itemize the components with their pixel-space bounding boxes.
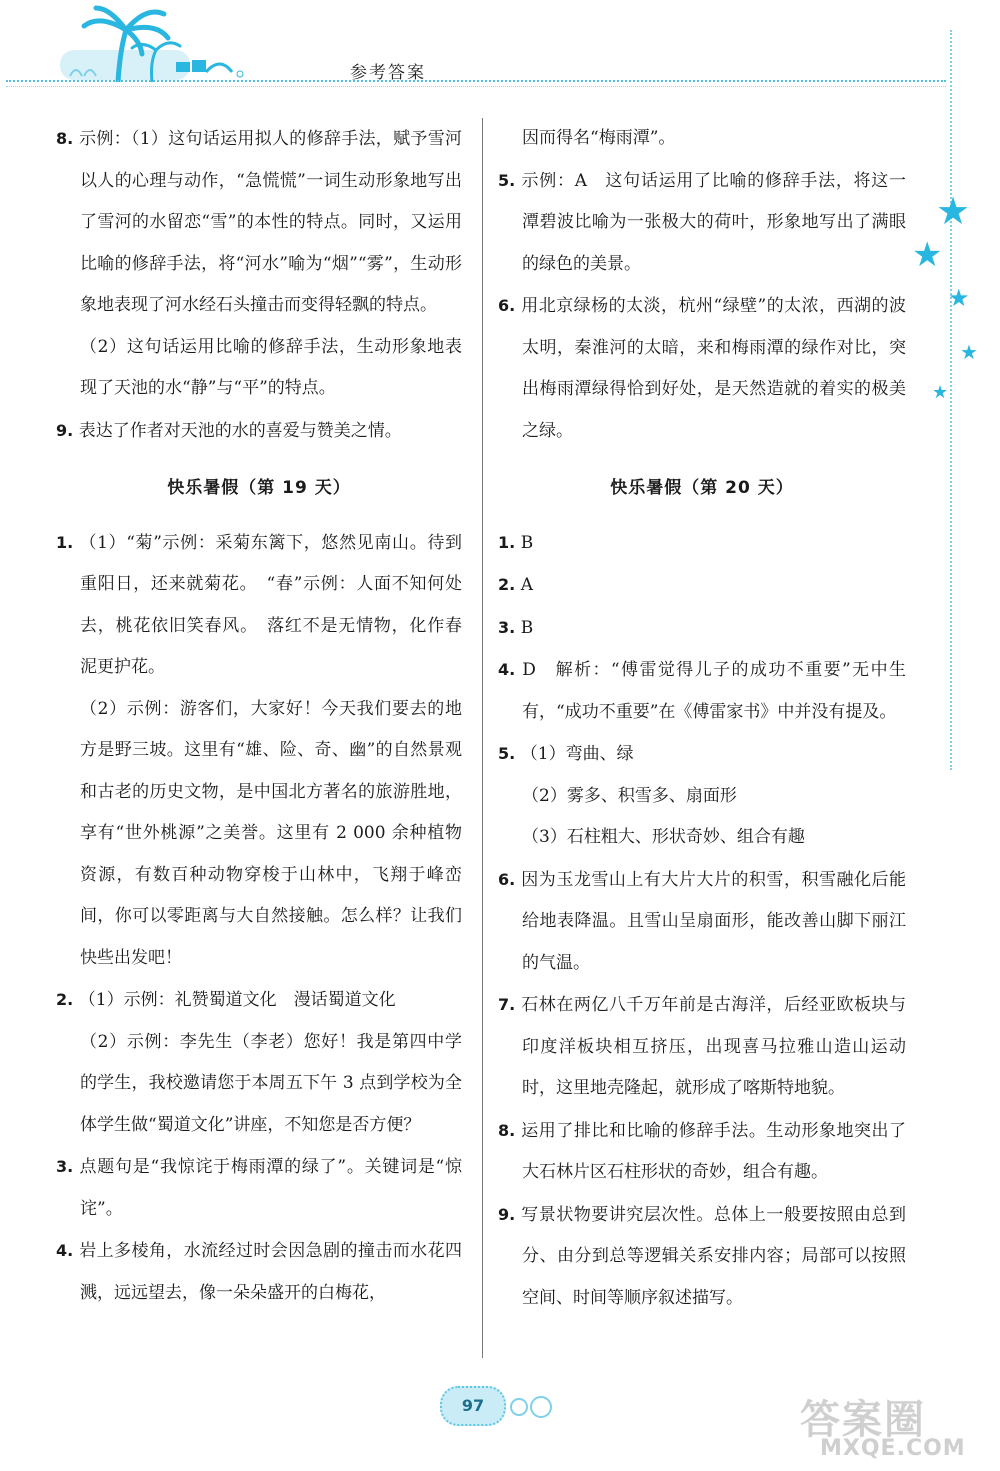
answer-item [56, 118, 462, 327]
item-text: 石林在两亿八千万年前是古海洋，后经亚欧板块与印度洋板块相互挤压，出现喜马拉雅山造山运动时，这里地壳隆起，就形成了喀斯特地貌。 [521, 995, 907, 1098]
watermark-line2: MXQE.COM [820, 1436, 966, 1461]
item-text: B [520, 617, 534, 638]
page-number: 97 [440, 1386, 506, 1426]
star-icon: ★ [936, 189, 971, 233]
item-text: A [520, 575, 534, 595]
side-decoration-line [950, 30, 952, 770]
item-text: 运用了排比和比喻的修辞手法。生动形象地突出了大石林片区石柱形状的奇妙，组合有趣。 [521, 1120, 907, 1182]
answer-subitem: （3）石柱粗大、形状奇妙、组合有趣 [522, 827, 805, 847]
answer-item [498, 984, 906, 1110]
answer-subitem: （2）示例：游客们，大家好！今天我们要去的地方是野三坡。这里有“雄、险、奇、幽”的自然景观和古老的历史文物，是中国北方著名的旅游胜地，享有“世外桃源”之美誉。这里有 2 000 余种植物资源，有数百种动物穿梭于山林中，飞翔于峰峦间，你可以零距离与大自然接触。怎么样？让我们快些出发吧！ [80, 698, 462, 968]
answer-subitem: （2）雾多、积雪多、扇面形 [522, 785, 737, 806]
item-number: 1. [498, 532, 521, 552]
item-number: 2. [498, 575, 521, 594]
item-number: 4. [56, 1241, 80, 1260]
answer-item [498, 859, 906, 985]
star-icon: ★ [948, 284, 970, 312]
item-text: 因为玉龙雪山上有大片大片的积雪，积雪融化后能给地表降温。且雪山呈扇面形，能改善山脚下丽江的气温。 [521, 869, 907, 973]
section-title: 快乐暑假（第 19 天） [167, 478, 351, 498]
item-text: 示例：（1）这句话运用拟人的修辞手法，赋予雪河以人的心理与动作，“急慌慌”一词生动形象地写出了雪河的水留恋“雪”的本性的特点。同时，又运用比喻的修辞手法，将“河水”喻为“烟”“雾”，生动形象地表现了河水经石头撞击而变得轻飘的特点。 [79, 129, 462, 315]
column-divider [482, 118, 483, 1358]
item-number: 5. [498, 744, 521, 763]
item-number: 2. [56, 990, 79, 1009]
page-header [0, 0, 1000, 100]
right-column [498, 118, 906, 1319]
answer-item [498, 1110, 906, 1194]
footer-ring-decoration [510, 1398, 528, 1416]
item-number: 1. [56, 532, 80, 552]
answer-item [498, 649, 906, 733]
item-text: （1）示例：礼赞蜀道文化 漫话蜀道文化 [78, 990, 396, 1010]
item-number: 6. [498, 869, 522, 889]
item-text: （1）“菊”示例：采菊东篱下，悠然见南山。待到重阳日，还来就菊花。 “春”示例：人面不知何处去，桃花依旧笑春风。 落红不是无情物，化作春泥更护花。 [79, 532, 462, 677]
answer-item [56, 1146, 462, 1230]
item-number: 9. [498, 1204, 522, 1224]
answer-subitem: （2）这句话运用比喻的修辞手法，生动形象地表现了天池的水“静”与“平”的特点。 [80, 336, 462, 398]
item-number: 4. [498, 660, 523, 679]
left-column [56, 118, 462, 1314]
item-number: 6. [498, 296, 522, 315]
answer-item [498, 160, 906, 286]
item-text: 点题句是“我惊诧于梅雨潭的绿了”。关键词是“惊诧”。 [79, 1157, 462, 1219]
page-title: 参考答案 [350, 63, 426, 83]
item-text: （1）弯曲、绿 [520, 744, 634, 764]
item-text: 示例：A 这句话运用了比喻的修辞手法，将这一潭碧波比喻为一张极大的荷叶，形象地写出了满眼的绿色的美景。 [521, 170, 907, 274]
item-number: 9. [56, 420, 79, 440]
item-number: 3. [498, 617, 521, 637]
item-number: 8. [56, 129, 80, 148]
header-rule [6, 80, 946, 82]
answer-subitem: 因而得名“梅雨潭”。 [522, 128, 676, 148]
item-number: 3. [56, 1157, 80, 1176]
answer-item [498, 1194, 906, 1320]
star-icon: ★ [932, 382, 949, 403]
section-title: 快乐暑假（第 20 天） [610, 478, 794, 498]
answer-item [498, 564, 906, 607]
footer-ring-decoration [530, 1396, 552, 1418]
item-text: 写景状物要讲究层次性。总体上一般要按照由总到分、由分到总等逻辑关系安排内容；局部可以按照空间、时间等顺序叙述描写。 [521, 1204, 907, 1308]
item-number: 5. [498, 170, 522, 190]
answer-item [56, 410, 462, 453]
answer-item [56, 1230, 462, 1314]
answer-item [498, 733, 906, 776]
watermark-line1: 答案圈 [800, 1397, 926, 1443]
answer-item [498, 607, 906, 650]
star-icon: ★ [960, 340, 978, 364]
answer-subitem: （2）示例：李先生（李老）您好！我是第四中学的学生，我校邀请您于本周五下午 3 点到学校为全体学生做“蜀道文化”讲座，不知您是否方便？ [80, 1031, 462, 1135]
item-text: D 解析：“傅雷觉得儿子的成功不重要”无中生有，“成功不重要”在《傅雷家书》中并没有提及。 [522, 660, 906, 722]
answer-item [56, 522, 462, 689]
item-text: B [520, 532, 534, 553]
answer-item [56, 979, 462, 1022]
item-number: 7. [498, 995, 522, 1014]
item-number: 8. [498, 1120, 522, 1140]
watermark [800, 1388, 990, 1468]
item-text: 岩上多棱角，水流经过时会因急剧的撞击而水花四溅，远远望去，像一朵朵盛开的白梅花， [79, 1241, 463, 1303]
star-icon: ★ [912, 235, 943, 275]
answer-item [498, 285, 906, 452]
palm-tree-logo [0, 0, 260, 90]
answer-item [498, 522, 906, 565]
item-text: 用北京绿杨的太淡，杭州“绿壁”的太浓，西湖的波太明，秦淮河的太暗，来和梅雨潭的绿作对比，突出梅雨潭绿得恰到好处，是天然造就的着实的极美之绿。 [521, 296, 907, 441]
header-rule-secondary [6, 86, 946, 87]
item-text: 表达了作者对天池的水的喜爱与赞美之情。 [78, 420, 402, 441]
